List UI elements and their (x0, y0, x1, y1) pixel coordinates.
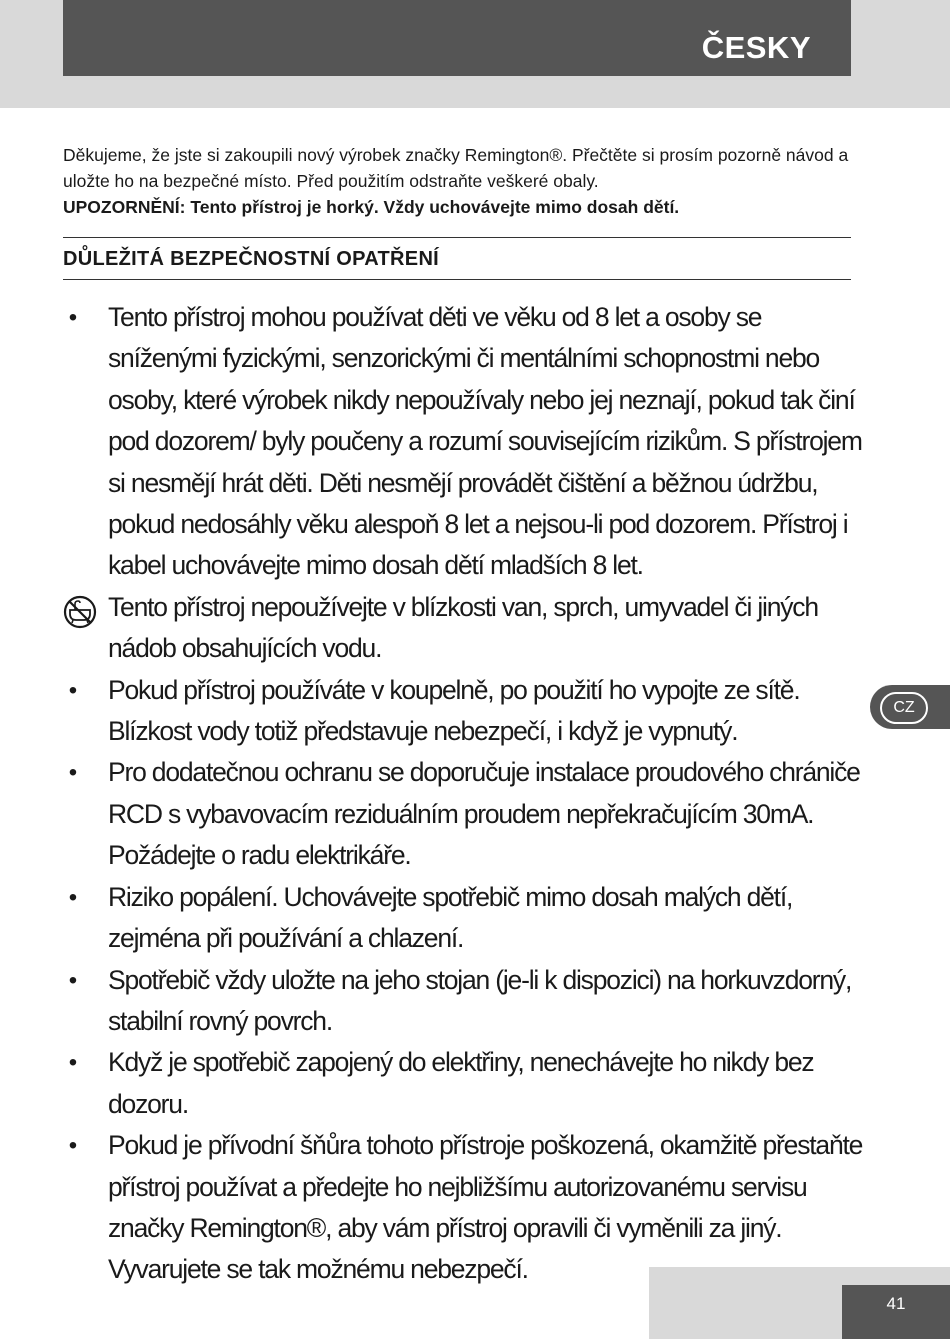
list-item-text: Pokud přístroj používáte v koupelně, po použití ho vypojte ze sítě. Blízkost vody totiž představuje nebezpečí, i když je vypnutý. (108, 674, 800, 747)
list-item (63, 960, 863, 1043)
bullet-marker: • (68, 1132, 78, 1160)
list-item-text: Tento přístroj mohou používat děti ve věku od 8 let a osoby se sníženými fyzickými, senzorickými či mentálními schopnostmi nebo osoby, které výrobek nikdy nepoužívaly nebo jej neznají, pokud tak činí pod dozorem/ byly poučeny a rozumí souvisejícím rizikům. S přístrojem si nesmějí hrát děti. Děti nesmějí provádět čištění a běžnou údržbu, pokud nedosáhly věku alespoň 8 let a nejsou-li pod dozorem. Přístroj i kabel uchovávejte mimo dosah dětí mladších 8 let. (108, 302, 862, 581)
language-bar (63, 0, 851, 76)
section-heading: DŮLEŽITÁ BEZPEČNOSTNÍ OPATŘENÍ (63, 248, 440, 270)
list-item (63, 587, 863, 670)
divider-bottom (63, 279, 851, 280)
page-number: 41 (842, 1285, 950, 1339)
list-item-text: Pokud je přívodní šňůra tohoto přístroje poškozená, okamžitě přestaňte přístroj používat a předejte ho nejbližšímu autorizovanému servisu značky Remington®, aby vám přístroj opravili či vyměnili za jiný. Vyvarujete se tak možnému nebezpečí. (108, 1130, 863, 1285)
divider-top (63, 237, 851, 238)
bullet-marker: • (68, 1049, 78, 1077)
list-item (63, 1125, 863, 1291)
no-bath-icon (63, 595, 97, 629)
list-item-text: Riziko popálení. Uchovávejte spotřebič mimo dosah malých dětí, zejména při používání a chlazení. (108, 881, 793, 954)
list-item-text: Spotřebič vždy uložte na jeho stojan (je-li k dispozici) na horkuvzdorný, stabilní rovný povrch. (108, 964, 852, 1036)
intro-text (63, 142, 853, 220)
bullet-marker: • (68, 304, 78, 331)
hot-warning: UPOZORNĚNÍ: Tento přístroj je horký. Vždy uchovávejte mimo dosah dětí. (63, 197, 680, 217)
list-item (63, 670, 863, 753)
safety-list (63, 297, 863, 1291)
bullet-marker: • (68, 966, 78, 994)
list-item (63, 877, 863, 960)
list-item (63, 1042, 863, 1125)
list-item-text: Pro dodatečnou ochranu se doporučuje instalace proudového chrániče RCD s vybavovacím reziduálním proudem nepřekračujícím 30mA. Požádejte o radu elektrikáře. (108, 757, 860, 871)
list-item-text: Tento přístroj nepoužívejte v blízkosti van, sprch, umyvadel či jiných nádob obsahujících vodu. (108, 591, 818, 664)
list-item (63, 752, 863, 876)
intro-paragraph: Děkujeme, že jste si zakoupili nový výrobek značky Remington®. Přečtěte si prosím pozorně návod a uložte ho na bezpečné místo. Před použitím odstraňte veškeré obaly. (63, 145, 849, 191)
list-item (63, 297, 863, 587)
bullet-marker: • (68, 676, 78, 704)
list-item-text: Když je spotřebič zapojený do elektřiny, nenechávejte ho nikdy bez dozoru. (108, 1047, 814, 1119)
bullet-marker: • (68, 883, 78, 911)
bullet-marker: • (68, 759, 78, 787)
language-title: ČESKY (701, 30, 811, 65)
language-tab (870, 685, 950, 729)
language-tab-label: CZ (880, 692, 928, 724)
